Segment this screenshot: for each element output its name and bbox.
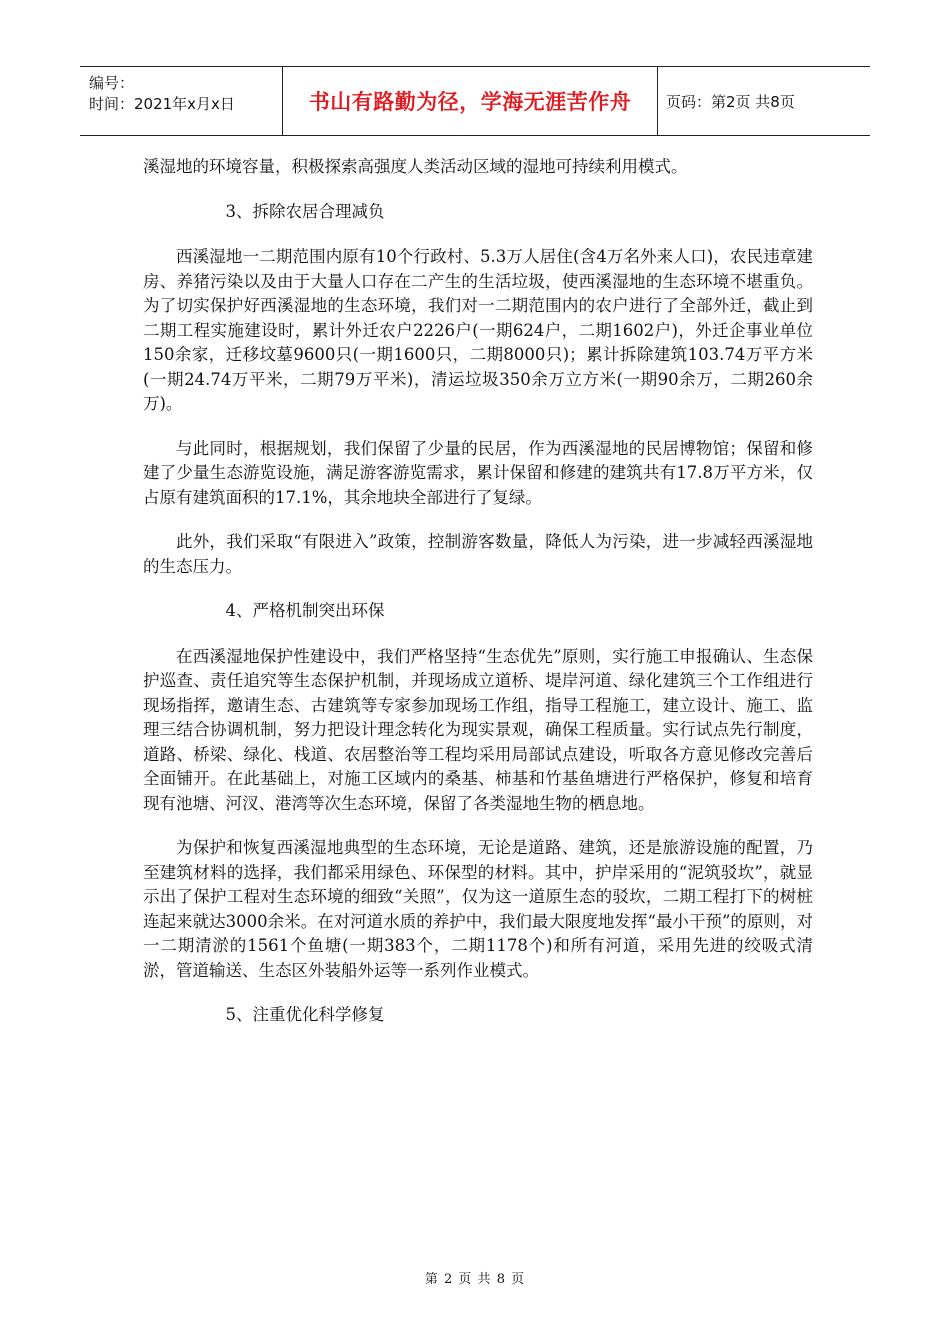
paragraph-retained-buildings: 与此同时，根据规划，我们保留了少量的民居，作为西溪湿地的民居博物馆；保留和修建了少量生态游览设施，满足游客游览需求，累计保留和修建的建筑共有17.8万平方米，仅占原有建筑面积的17.1%，其余地块全部进行了复绿。 xyxy=(143,438,813,507)
header-page-info: 页码：第2页 共8页 xyxy=(666,92,795,111)
header-page-info-cell xyxy=(658,67,870,135)
paragraph-relocation: 西溪湿地一二期范围内原有10个行政村、5.3万人居住(含4万名外来人口)，农民违章建房、养猪污染以及由于大量人口存在二产生的生活垃圾，使西溪湿地的生态环境不堪重负。为了切实保护好西溪湿地的生态环境，我们对一二期范围内的农户进行了全部外迁，截止到二期工程实施建设时，累计外迁农户2226户(一期624户，二期1602户)，外迁企事业单位150余家，迁移坟墓9600只(一期1600只，二期8000只)；累计拆除建筑103.74万平方米(一期24.74万平米，二期79万平米)，清运垃圾350余万立方米(一期90余万，二期260余万)。 xyxy=(143,247,813,413)
document-number-label: 编号： xyxy=(89,74,135,92)
paragraph-ecological-mechanism: 在西溪湿地保护性建设中，我们严格坚持“生态优先”原则，实行施工申报确认、生态保护巡查、责任追究等生态保护机制，并现场成立道桥、堤岸河道、绿化建筑三个工作组进行现场指挥，邀请生态、古建筑等专家参加现场工作组，指导工程施工，建立设计、施工、监理三结合协调机制，努力把设计理念转化为现实景观，确保工程质量。实行试点先行制度，道路、桥梁、绿化、栈道、农居整治等工程均采用局部试点建设，听取各方意见修改完善后全面铺开。在此基础上，对施工区域内的桑基、柿基和竹基鱼塘进行严格保护，修复和培育现有池塘、河汊、港湾等次生态环境，保留了各类湿地生物的栖息地。 xyxy=(143,646,813,813)
page-header xyxy=(80,66,870,136)
page-footer: 第 2 页 共 8 页 xyxy=(424,1272,526,1287)
section-heading-3: 3、拆除农居合理减负 xyxy=(225,201,385,221)
header-motto: 书山有路勤为径，学海无涯苦作舟 xyxy=(308,90,632,114)
paragraph-green-materials: 为保护和恢复西溪湿地典型的生态环境，无论是道路、建筑，还是旅游设施的配置，乃至建筑材料的选择，我们都采用绿色、环保型的材料。其中，护岸采用的“泥筑驳坎”，就显示出了保护工程对生态环境的细致“关照”，仅为这一道原生态的驳坎，二期工程打下的树桩连起来就达3000余米。在对河道水质的养护中，我们最大限度地发挥“最小干预”的原则，对一二期清淤的1561个鱼塘(一期383个，二期1178个)和所有河道，采用先进的绞吸式清淤，管道输送、生态区外装船外运等一系列作业模式。 xyxy=(143,838,813,980)
document-body xyxy=(143,155,813,1049)
paragraph-continuation: 溪湿地的环境容量，积极探索高强度人类活动区域的湿地可持续利用模式。 xyxy=(143,157,688,176)
section-heading-5: 5、注重优化科学修复 xyxy=(225,1005,385,1024)
header-meta xyxy=(80,67,283,135)
section-heading-4: 4、严格机制突出环保 xyxy=(225,601,385,620)
header-motto-cell xyxy=(283,67,658,135)
document-date-label: 时间：2021年x月x日 xyxy=(89,95,235,113)
paragraph-limited-entry: 此外，我们采取“有限进入”政策，控制游客数量，降低人为污染，进一步减轻西溪湿地的生态压力。 xyxy=(143,532,813,576)
